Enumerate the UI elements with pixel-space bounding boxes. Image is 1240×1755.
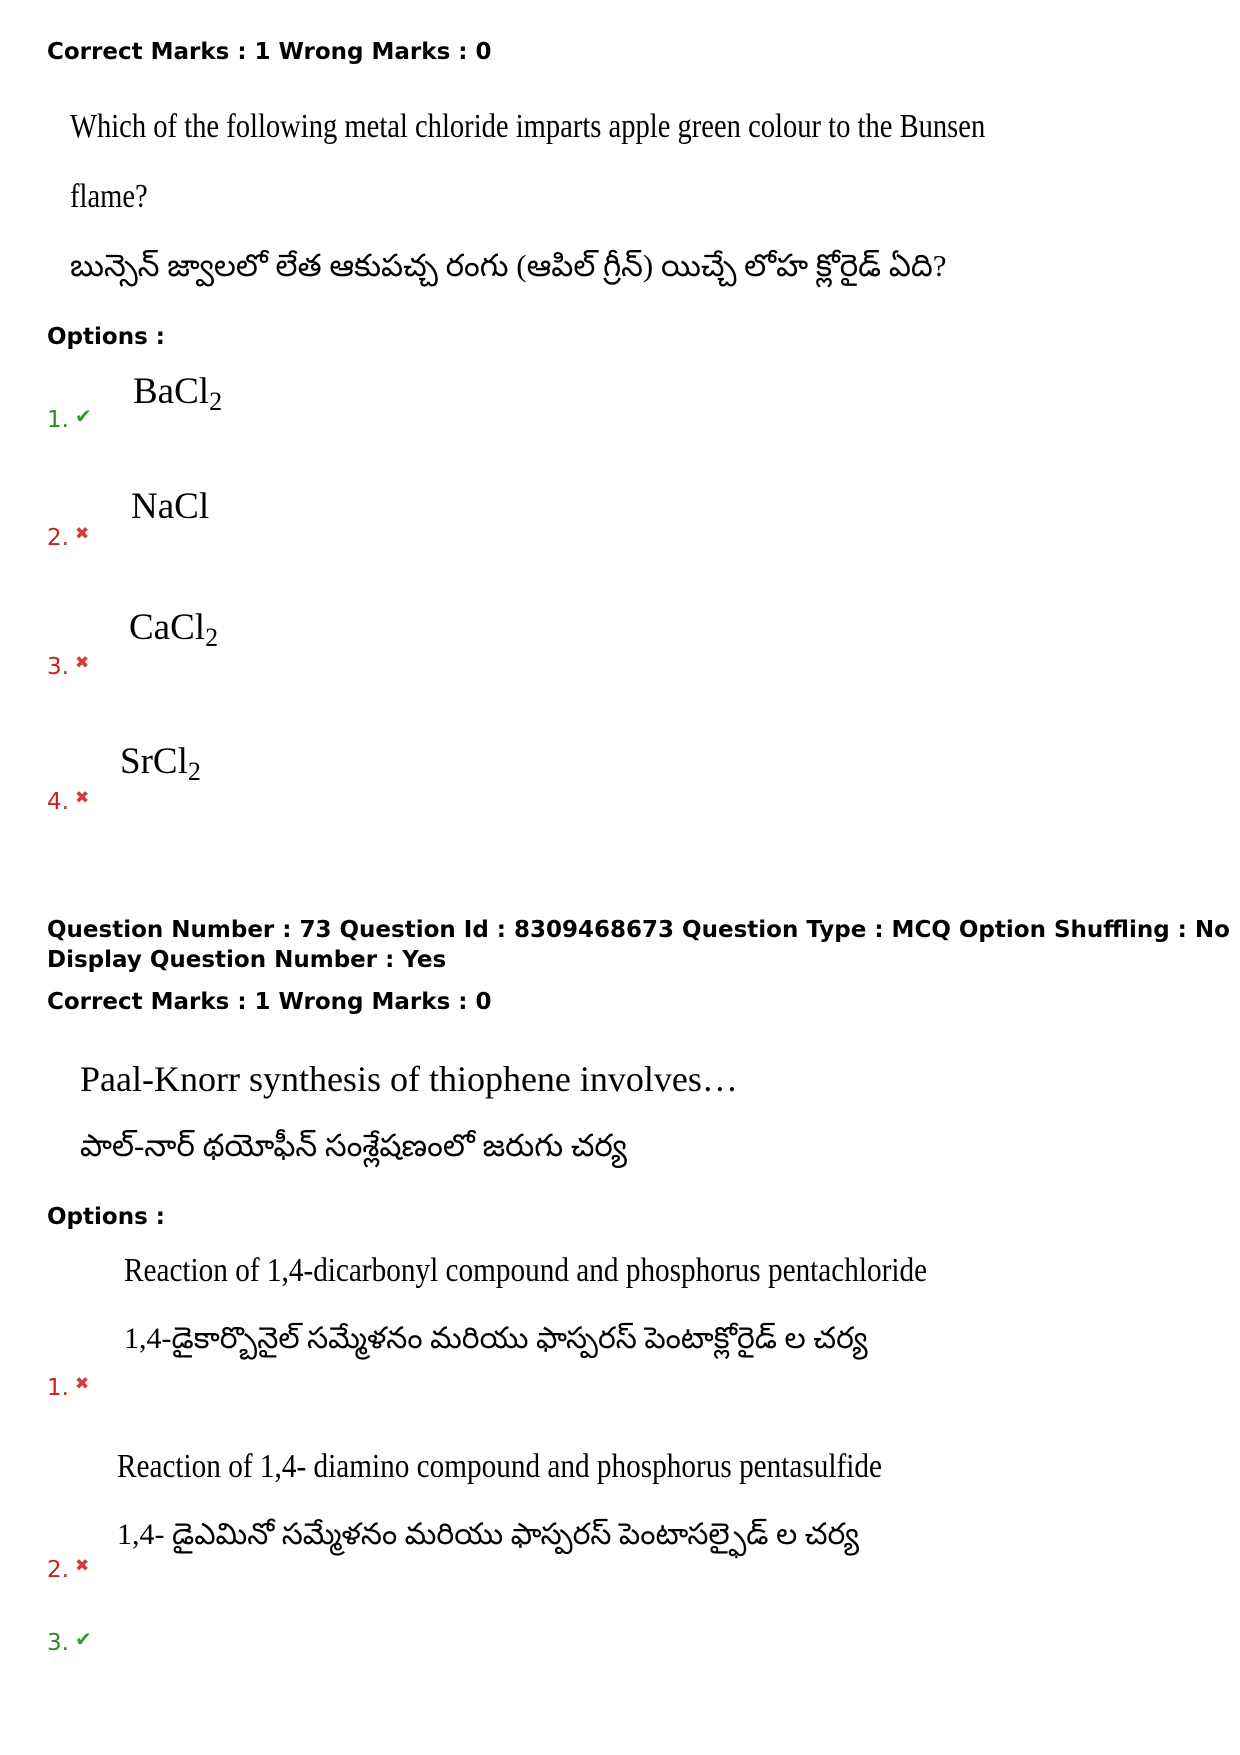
q73-header-line2: Display Question Number : Yes [47, 947, 447, 973]
option-number: 3. [47, 1630, 69, 1656]
q73-option-1-text-te: 1,4-డైకార్బొనైల్ సమ్మేళనం మరియు ఫాస్పరస్ పెంటాక్లోరైడ్ ల చర్య [124, 1322, 868, 1355]
q73-options-label: Options : [47, 1204, 165, 1230]
q73-option-1-number [47, 1373, 89, 1405]
cross-mark-icon: ✖ [74, 788, 90, 808]
q73-marks: Correct Marks : 1 Wrong Marks : 0 [47, 989, 492, 1015]
cross-mark-icon: ✖ [74, 1556, 90, 1576]
q72-option-1-number [47, 405, 92, 435]
formula-text: SrCl [120, 741, 188, 782]
q72-question-te: బున్సెన్ జ్వాలలో లేత ఆకుపచ్చ రంగు (ఆపిల్ గ్రీన్) యిచ్చే లోహ క్లోరైడ్ ఏది? [70, 248, 947, 283]
option-number: 1. [47, 407, 69, 433]
formula-text: BaCl [133, 371, 210, 412]
formula-subscript: 2 [187, 757, 201, 786]
q72-option-2-formula [131, 485, 209, 528]
q72-marks: Correct Marks : 1 Wrong Marks : 0 [47, 39, 492, 65]
q73-option-1-text-en: Reaction of 1,4-dicarbonyl compound and phosphorus pentachloride [124, 1252, 928, 1289]
q72-option-3-number [47, 652, 89, 684]
q72-options-label: Options : [47, 324, 165, 350]
q73-option-2-text-en: Reaction of 1,4- diamino compound and phosphorus pentasulfide [117, 1448, 882, 1485]
check-mark-icon: ✔ [74, 404, 92, 428]
formula-subscript: 2 [209, 387, 223, 416]
option-number: 1. [47, 1375, 69, 1401]
q72-option-3-formula [129, 606, 219, 652]
q73-question-en: Paal-Knorr synthesis of thiophene involves… [80, 1059, 738, 1099]
check-mark-icon: ✔ [74, 1627, 92, 1651]
q72-option-4-number [47, 787, 89, 819]
q73-option-2-text-te: 1,4- డైఎమినో సమ్మేళనం మరియు ఫాస్పరస్ పెంటాసల్ఫైడ్ ల చర్య [117, 1518, 860, 1551]
q72-option-1-formula [133, 370, 223, 416]
option-number: 3. [47, 654, 69, 680]
cross-mark-icon: ✖ [74, 1374, 90, 1394]
q73-option-2-number [47, 1555, 89, 1587]
formula-text: CaCl [129, 607, 206, 648]
formula-text: NaCl [131, 486, 210, 527]
option-number: 4. [47, 789, 69, 815]
cross-mark-icon: ✖ [74, 653, 90, 673]
q73-question-te: పాల్-నార్ థయోఫీన్ సంశ్లేషణంలో జరుగు చర్య [80, 1128, 627, 1163]
option-number: 2. [47, 525, 69, 551]
q73-option-3-number [47, 1628, 92, 1658]
q72-question-en-line2: flame? [70, 178, 148, 215]
q72-option-2-number [47, 523, 89, 555]
cross-mark-icon: ✖ [74, 524, 90, 544]
q72-question-en-line1: Which of the following metal chloride imparts apple green colour to the Bunsen [70, 108, 986, 145]
option-number: 2. [47, 1557, 69, 1583]
q73-header-line1: Question Number : 73 Question Id : 8309468673 Question Type : MCQ Option Shuffling : No [47, 917, 1230, 943]
formula-subscript: 2 [205, 623, 219, 652]
q72-option-4-formula [120, 740, 201, 786]
